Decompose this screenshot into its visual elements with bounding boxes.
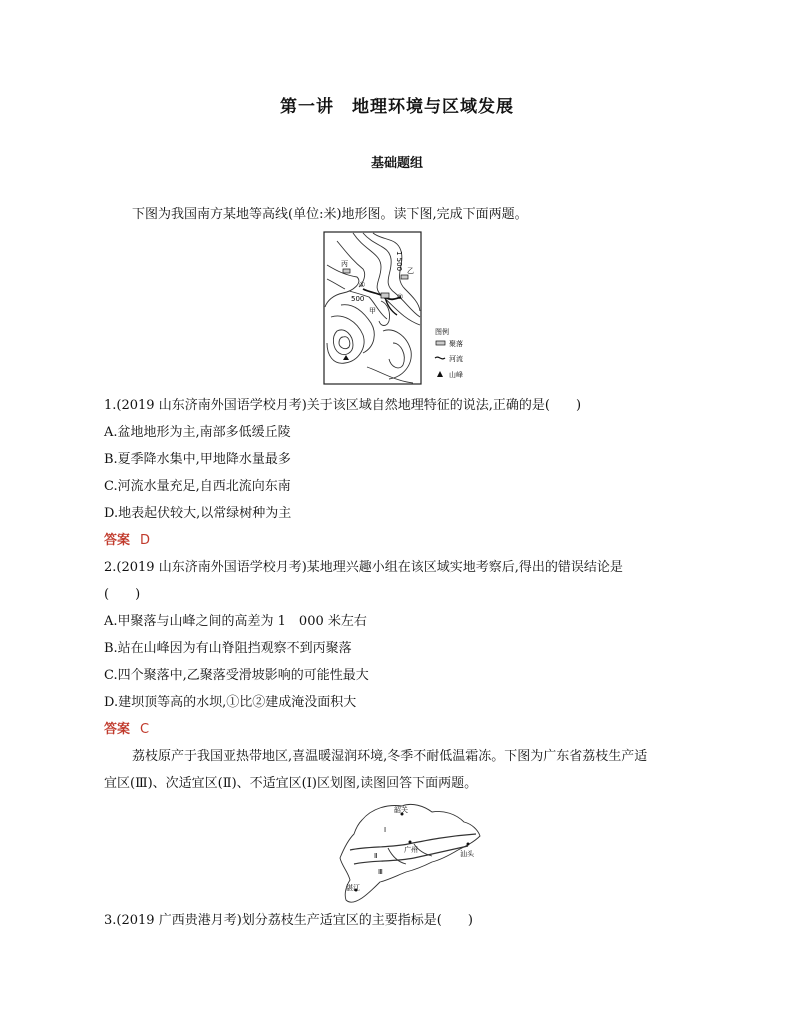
legend-peak: 山峰 <box>449 371 463 379</box>
label-zone-3: Ⅲ <box>378 868 383 876</box>
page-title <box>0 92 794 117</box>
label-guangzhou: 广州 <box>404 846 418 854</box>
question-3-stem: 3.(2019 广西贵港月考)划分荔枝生产适宜区的主要指标是( ) <box>104 913 473 928</box>
label-contour-1500: 1 500 <box>395 251 403 272</box>
question-2-option-c: C.四个聚落中,乙聚落受滑坡影响的可能性最大 <box>104 668 369 683</box>
question-2-option-b: B.站在山峰因为有山脊阻挡观察不到丙聚落 <box>104 641 352 656</box>
settlement-icon <box>436 341 445 345</box>
question-2-option-a: A.甲聚落与山峰之间的高差为 1 000 米左右 <box>104 614 367 629</box>
label-shaoguan: 韶关 <box>394 806 408 814</box>
question-1-option-a: A.盆地地形为主,南部多低缓丘陵 <box>104 425 291 440</box>
section-subtitle: 基础题组 <box>370 156 423 171</box>
label-circle2: ② <box>397 293 404 301</box>
question-2-stem-line1: 2.(2019 山东济南外国语学校月考)某地理兴趣小组在该区域实地考察后,得出的错误结论是 <box>104 560 623 575</box>
river-icon <box>435 357 445 359</box>
label-zone-2: Ⅱ <box>374 852 378 860</box>
intro-text-2-line2: 宜区(Ⅲ)、次适宜区(Ⅱ)、不适宜区(Ⅰ)区划图,读图回答下面两题。 <box>104 776 478 791</box>
legend-title: 图例 <box>435 328 449 336</box>
legend-settlement: 聚落 <box>449 340 463 348</box>
answer-value: C <box>140 722 150 737</box>
guangdong-map-figure <box>328 800 488 906</box>
question-1-option-b: B.夏季降水集中,甲地降水量最多 <box>104 452 291 467</box>
question-1-stem: 1.(2019 山东济南外国语学校月考)关于该区域自然地理特征的说法,正确的是( ) <box>104 398 582 413</box>
label-circle1: ① <box>359 281 366 289</box>
question-1-option-d: D.地表起伏较大,以常绿树种为主 <box>104 506 292 521</box>
answer-value: D <box>140 533 151 548</box>
label-yi: 乙 <box>407 267 414 275</box>
intro-text-2-line1: 荔枝原产于我国亚热带地区,喜温暖湿润环境,冬季不耐低温霜冻。下图为广东省荔枝生产适 <box>132 749 648 764</box>
title-part2: 地理环境与区域发展 <box>352 97 514 117</box>
question-2-answer <box>104 721 149 739</box>
question-2-stem-line2: ( ) <box>104 587 141 602</box>
label-contour-500: 500 <box>351 295 365 303</box>
question-2-option-d: D.建坝顶等高的水坝,①比②建成淹没面积大 <box>104 695 357 710</box>
label-zhanjiang: 湛江 <box>346 884 360 892</box>
answer-label: 答案 <box>104 533 131 548</box>
legend-river: 河流 <box>449 355 463 363</box>
contour-map-figure <box>323 231 469 387</box>
label-shantou: 汕头 <box>460 850 474 858</box>
peak-icon <box>437 371 443 377</box>
title-part1: 第一讲 <box>280 97 334 117</box>
label-jia: 甲 <box>369 307 376 315</box>
question-1-answer <box>104 532 150 550</box>
question-1-option-c: C.河流水量充足,自西北流向东南 <box>104 479 291 494</box>
intro-text-1: 下图为我国南方某地等高线(单位:米)地形图。读下图,完成下面两题。 <box>132 207 528 222</box>
label-zone-1: Ⅰ <box>384 826 387 834</box>
answer-label: 答案 <box>104 722 131 737</box>
label-bing: 丙 <box>341 260 348 268</box>
